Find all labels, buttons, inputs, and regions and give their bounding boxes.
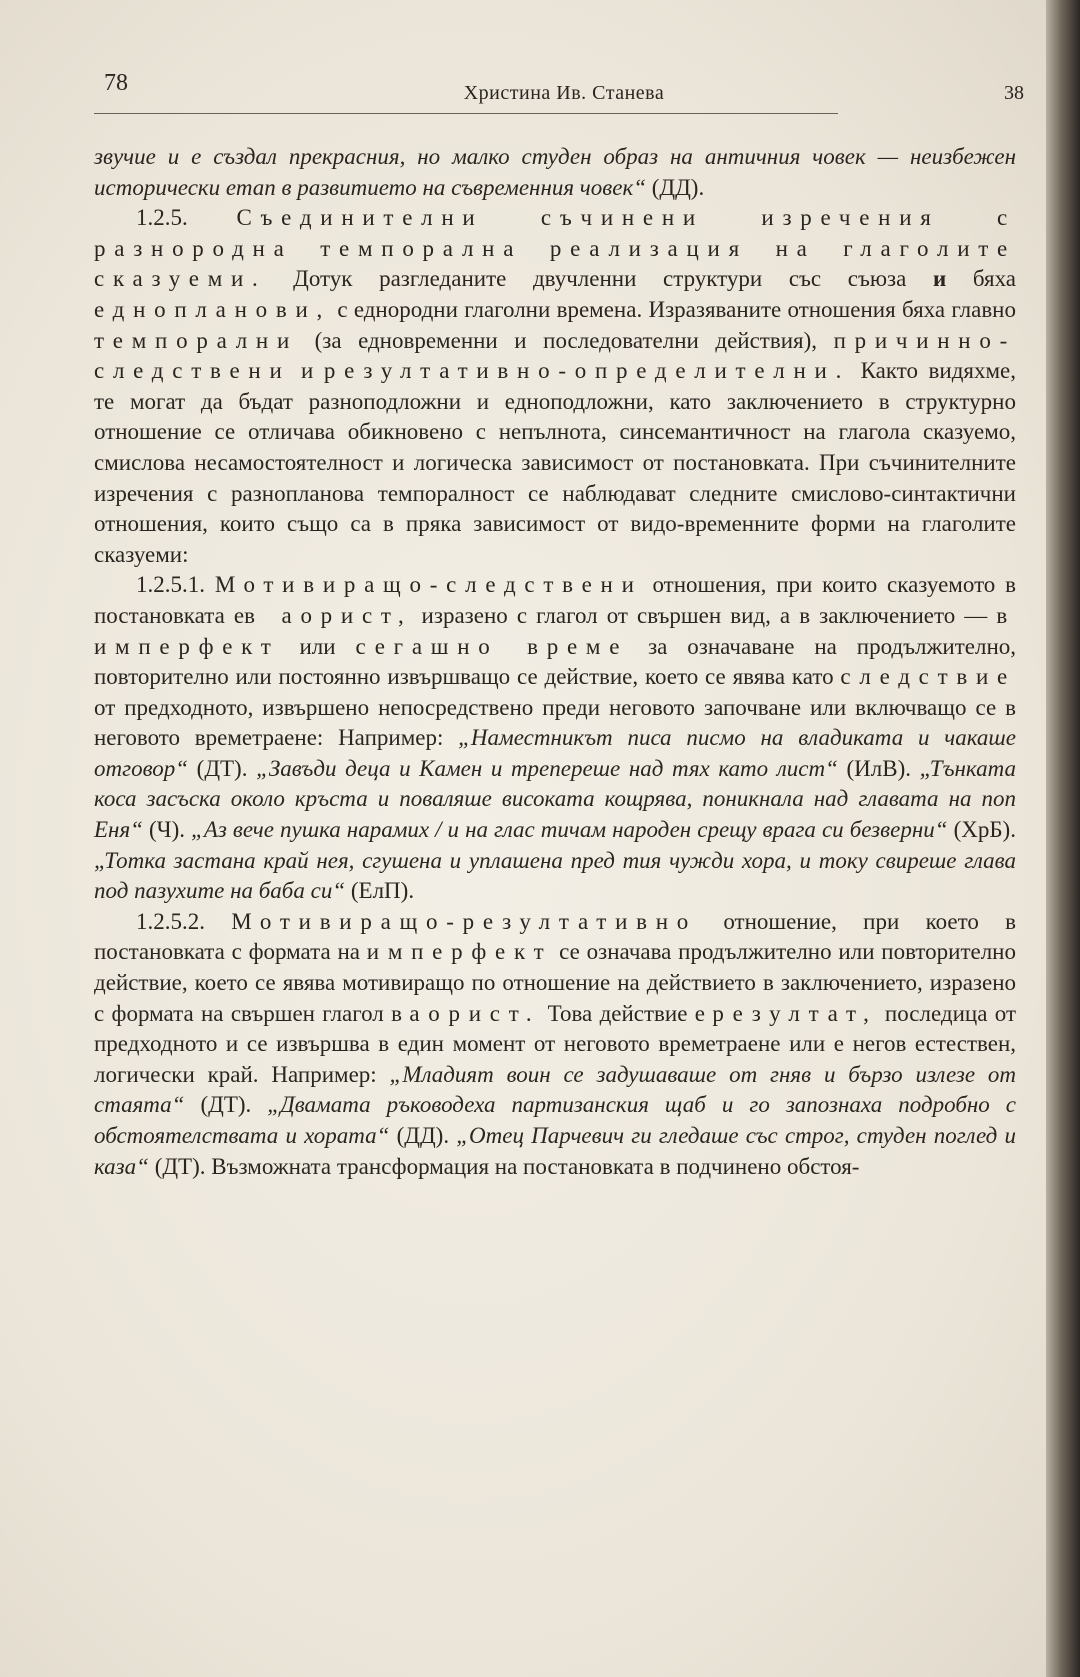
- source-ref: (ДТ).: [148, 1153, 212, 1179]
- quote: „Тотка застана край нея, сгушена и уплашена пред тия чужди хора, и току свиреше глава под пазухите на баба си“: [94, 847, 1016, 904]
- quote: „Завъди деца и Камен и трепереше над тях като лист“: [256, 755, 838, 781]
- source-ref: (ЕлП).: [345, 878, 415, 904]
- folio-mark: 38: [1004, 82, 1024, 104]
- quote: „Младият воин се задушаваше от гняв и бързо излезе от стаята“: [94, 1061, 1016, 1118]
- section-heading: Съединителни съчинени изречения с разнородна темпорална реализация на глаголите сказуеми.: [94, 205, 1016, 292]
- source-ref: (ДТ).: [184, 1092, 268, 1118]
- source-ref: (ДД).: [389, 1123, 457, 1148]
- header-rule: [94, 113, 838, 114]
- book-spine: [1046, 0, 1080, 1677]
- quote: „Аз вече пушка нарамих / и на глас тичам народен срещу врага си безверни“: [191, 817, 948, 843]
- body-text: [94, 142, 1016, 1182]
- term: Мотивиращо-следствени: [214, 572, 643, 598]
- page-header: [104, 70, 1024, 110]
- page-number: 78: [104, 70, 128, 96]
- term: сегашно време: [355, 633, 629, 659]
- term: резултат,: [712, 1000, 878, 1026]
- term: аорист.: [409, 1000, 541, 1026]
- source-ref: (ДД).: [646, 174, 705, 200]
- term: еднопланови,: [94, 296, 332, 322]
- source-ref: (ДТ).: [188, 755, 257, 781]
- paragraph-1-2-5-2: 1.2.5.2. Мотивиращо-резултативно отношение, при което в постановката с формата на имперфект се означава продължително или повторително действие, което се явява мотивиращо по отношение на действието в заключението, изразено с формата на свършен глагол в аорист. Това действие е резултат, последица от предходното и се извършва в един момент от неговото времетраене или е негов естествен, логически край. Например: „Младият воин се задушаваше от гняв и бързо излезе от стаята“ (ДТ). „Двамата ръководеха партизанския щаб и го запознаха подробно с обстоятелствата и хората“ (ДД). „Отец Парчевич ги гледаше със строг, студен поглед и каза“ (ДТ). Възможната трансформация на постановката в подчинено обстоя-: [94, 908, 1017, 1179]
- section-number: 1.2.5.1.: [136, 572, 215, 598]
- quote: „Двамата ръководеха партизанския щаб и го запознаха подробно с обстоятелствата и хората“: [94, 1092, 1017, 1148]
- term: следствие: [840, 664, 1016, 690]
- section-number: 1.2.5.2.: [136, 908, 232, 934]
- source-ref: (ИлВ).: [837, 755, 920, 781]
- term: причинно-следствени: [94, 327, 1016, 384]
- quote: „Наместникът писа писмо на владиката и чакаше отговор“: [94, 725, 1016, 781]
- paragraph-1-2-5-1: 1.2.5.1. Мотивиращо-следствени отношения, при които сказуемото в постановката ев аорист, изразено с глагол от свършен вид, а в заключението — в имперфект или сегашно време за означаване на продължително, повторително или постоянно извършващо се действие, което се явява като следствие от предходното, извършено непосредствено преди неговото започване или включващо се в неговото времетраене: Например: „Наместникът писа писмо на владиката и чакаше отговор“ (ДТ). „Завъди деца и Камен и трепереше над тях като лист“ (ИлВ). „Тънката коса засъска около кръста и поваляше високата кощрява, поникнала над главата на поп Еня“ (Ч). „Аз вече пушка нарамих / и на глас тичам народен срещу врага си безверни“ (ХрБ). „Тотка застана край нея, сгушена и уплашена пред тия чужди хора, и току свиреше глава под пазухите на баба си“ (ЕлП).: [94, 572, 1016, 904]
- conjunction: и: [932, 266, 947, 292]
- term: в имперфект: [94, 602, 1016, 659]
- running-head: Христина Ив. Станева: [463, 82, 665, 104]
- section-number: 1.2.5.: [136, 205, 237, 231]
- term: имперфект: [366, 939, 553, 965]
- quote: звучие и е създал прекрасния, но малко студен образ на античния човек — неизбежен исторически етап в развитието на съвременния човек“: [94, 144, 1016, 200]
- source-ref: (Ч).: [142, 817, 192, 843]
- quote: „Отец Парчевич ги гледаше със строг, студен поглед и каза“: [94, 1123, 1016, 1179]
- term: резултативно-определителни.: [323, 358, 851, 384]
- term: темпорални: [94, 327, 299, 353]
- paragraph-continuation: [94, 142, 1016, 203]
- term: Мотивиращо-резултативно: [231, 908, 698, 934]
- paragraph-1-2-5: 1.2.5. Съединителни съчинени изречения с разнородна темпорална реализация на глаголите сказуеми. Дотук разгледаните двучленни структури със съюза и бяха еднопланови, с еднородни глаголни времена. Изразяваните отношения бяха главно темпорални (за едновременни и последователни действия), причинно-следствени и резултативно-определителни. Както видяхме, те могат да бъдат разноподложни и едноподложни, като заключението в структурно отношение се отличава обикновено с непълнота, синсемантичност на глагола сказуемо, смислова несамостоятелност и логическа зависимост от постановката. При съчинителните изречения с разнопланова темпоралност се наблюдават следните смислово-синтактични отношения, които също са в пряка зависимост от видо-временните форми на глаголите сказуеми:: [94, 205, 1016, 567]
- source-ref: (ХрБ).: [947, 817, 1016, 843]
- term: в аорист,: [244, 602, 413, 628]
- quote: „Тънката коса засъска около кръста и поваляше високата кощрява, поникнала над главата на поп Еня“: [94, 755, 1016, 843]
